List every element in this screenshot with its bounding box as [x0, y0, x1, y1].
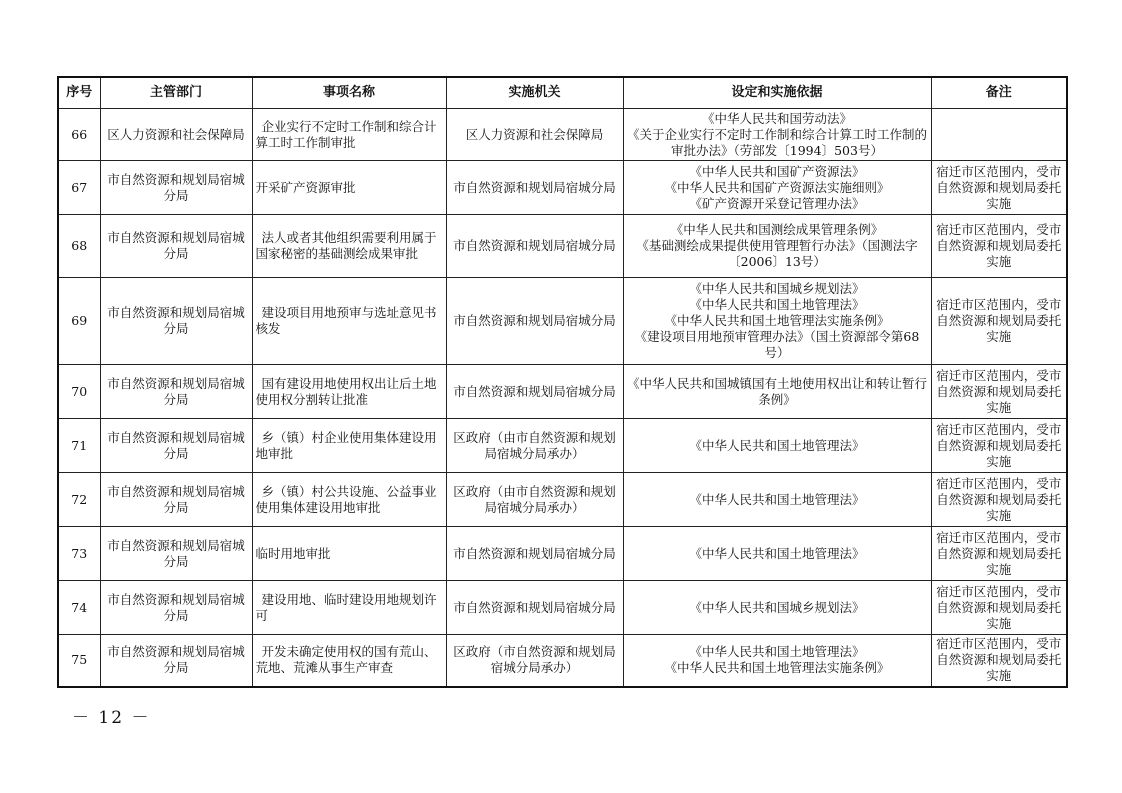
basis-line: 《基础测绘成果提供使用管理暂行办法》（国测法字〔2006〕13号） [636, 238, 918, 269]
cell-remarks: 宿迁市区范围内，受市自然资源和规划局委托实施 [931, 473, 1067, 527]
cell-department: 市自然资源和规划局宿城分局 [100, 527, 252, 581]
cell-serial-number: 70 [58, 365, 100, 419]
cell-implementing-agency: 市自然资源和规划局宿城分局 [446, 215, 623, 278]
cell-legal-basis [623, 365, 931, 419]
cell-department: 市自然资源和规划局宿城分局 [100, 365, 252, 419]
table-header-row [58, 77, 1067, 109]
basis-line: 《中华人民共和国矿产资源法》 [689, 163, 865, 179]
cell-serial-number: 74 [58, 581, 100, 635]
cell-remarks: 宿迁市区范围内，受市自然资源和规划局委托实施 [931, 278, 1067, 365]
cell-serial-number: 66 [58, 109, 100, 161]
basis-line: 《中华人民共和国城乡规划法》 [689, 281, 865, 296]
basis-line: 《中华人民共和国土地管理法》 [689, 437, 865, 453]
cell-implementing-agency: 市自然资源和规划局宿城分局 [446, 161, 623, 215]
cell-legal-basis [623, 419, 931, 473]
cell-department: 市自然资源和规划局宿城分局 [100, 581, 252, 635]
cell-department: 市自然资源和规划局宿城分局 [100, 473, 252, 527]
basis-line: 《关于企业实行不定时工作制和综合计算工时工作制的审批办法》（劳部发〔1994〕503号） [626, 126, 927, 158]
items-table [57, 76, 1068, 688]
header-department: 主管部门 [100, 77, 252, 109]
header-legal-basis: 设定和实施依据 [623, 77, 931, 109]
cell-department: 市自然资源和规划局宿城分局 [100, 278, 252, 365]
cell-item-name: 临时用地审批 [252, 527, 446, 581]
basis-line: 《矿产资源开采登记管理办法》 [689, 195, 865, 211]
table-row [58, 419, 1067, 473]
cell-remarks [931, 109, 1067, 161]
cell-remarks: 宿迁市区范围内，受市自然资源和规划局委托实施 [931, 581, 1067, 635]
cell-department: 市自然资源和规划局宿城分局 [100, 215, 252, 278]
cell-item-name: 建设用地、临时建设用地规划许可 [252, 581, 446, 635]
cell-serial-number: 69 [58, 278, 100, 365]
cell-legal-basis [623, 527, 931, 581]
table-row [58, 278, 1067, 365]
cell-item-name: 企业实行不定时工作制和综合计算工时工作制审批 [252, 109, 446, 161]
cell-legal-basis [623, 161, 931, 215]
basis-line: 《中华人民共和国测绘成果管理条例》 [670, 222, 884, 237]
cell-item-name: 开发未确定使用权的国有荒山、荒地、荒滩从事生产审查 [252, 635, 446, 687]
cell-remarks: 宿迁市区范围内，受市自然资源和规划局委托实施 [931, 215, 1067, 278]
basis-line: 《中华人民共和国土地管理法》 [689, 545, 865, 561]
cell-legal-basis [623, 109, 931, 161]
basis-line: 《中华人民共和国土地管理法实施条例》 [664, 660, 890, 676]
table-row [58, 581, 1067, 635]
cell-department: 区人力资源和社会保障局 [100, 109, 252, 161]
header-remarks: 备注 [931, 77, 1067, 109]
header-item-name: 事项名称 [252, 77, 446, 109]
basis-line: 《中华人民共和国劳动法》 [701, 110, 852, 126]
cell-implementing-agency: 区政府（由市自然资源和规划局宿城分局承办） [446, 419, 623, 473]
cell-remarks: 宿迁市区范围内，受市自然资源和规划局委托实施 [931, 635, 1067, 687]
cell-legal-basis [623, 635, 931, 687]
cell-item-name: 开采矿产资源审批 [252, 161, 446, 215]
cell-department: 市自然资源和规划局宿城分局 [100, 161, 252, 215]
basis-line: 《中华人民共和国土地管理法实施条例》 [664, 313, 890, 328]
table-row [58, 109, 1067, 161]
cell-serial-number: 72 [58, 473, 100, 527]
basis-line: 《中华人民共和国城镇国有土地使用权出让和转让暂行条例》 [626, 375, 927, 407]
cell-remarks: 宿迁市区范围内，受市自然资源和规划局委托实施 [931, 161, 1067, 215]
cell-implementing-agency: 市自然资源和规划局宿城分局 [446, 581, 623, 635]
basis-line: 《中华人民共和国土地管理法》 [689, 491, 865, 507]
cell-legal-basis [623, 581, 931, 635]
cell-implementing-agency: 区政府（由市自然资源和规划局宿城分局承办） [446, 473, 623, 527]
cell-legal-basis [623, 215, 931, 278]
cell-legal-basis [623, 278, 931, 365]
cell-serial-number: 73 [58, 527, 100, 581]
cell-remarks: 宿迁市区范围内，受市自然资源和规划局委托实施 [931, 527, 1067, 581]
cell-department: 市自然资源和规划局宿城分局 [100, 419, 252, 473]
cell-implementing-agency: 区政府（市自然资源和规划局宿城分局承办） [446, 635, 623, 687]
cell-item-name: 乡（镇）村企业使用集体建设用地审批 [252, 419, 446, 473]
cell-item-name: 法人或者其他组织需要利用属于国家秘密的基础测绘成果审批 [252, 215, 446, 278]
cell-serial-number: 75 [58, 635, 100, 687]
basis-line: 《中华人民共和国土地管理法》 [689, 297, 865, 312]
cell-item-name: 乡（镇）村公共设施、公益事业使用集体建设用地审批 [252, 473, 446, 527]
cell-serial-number: 67 [58, 161, 100, 215]
basis-line: 《中华人民共和国土地管理法》 [689, 644, 865, 660]
table-row [58, 635, 1067, 687]
cell-item-name: 国有建设用地使用权出让后土地使用权分割转让批准 [252, 365, 446, 419]
table-row [58, 527, 1067, 581]
table-row [58, 215, 1067, 278]
table-body [58, 109, 1067, 687]
cell-implementing-agency: 市自然资源和规划局宿城分局 [446, 278, 623, 365]
cell-item-name: 建设项目用地预审与选址意见书核发 [252, 278, 446, 365]
basis-line: 《建设项目用地预审管理办法》（国土资源部令第68号） [634, 329, 920, 360]
cell-legal-basis [623, 473, 931, 527]
cell-implementing-agency: 区人力资源和社会保障局 [446, 109, 623, 161]
header-implementing-agency: 实施机关 [446, 77, 623, 109]
cell-serial-number: 68 [58, 215, 100, 278]
table-row [58, 365, 1067, 419]
cell-implementing-agency: 市自然资源和规划局宿城分局 [446, 527, 623, 581]
cell-implementing-agency: 市自然资源和规划局宿城分局 [446, 365, 623, 419]
page-number: － 12 － [72, 708, 151, 728]
cell-remarks: 宿迁市区范围内，受市自然资源和规划局委托实施 [931, 419, 1067, 473]
table-row [58, 473, 1067, 527]
table-row [58, 161, 1067, 215]
cell-department: 市自然资源和规划局宿城分局 [100, 635, 252, 687]
cell-serial-number: 71 [58, 419, 100, 473]
basis-line: 《中华人民共和国城乡规划法》 [689, 599, 865, 615]
cell-remarks: 宿迁市区范围内，受市自然资源和规划局委托实施 [931, 365, 1067, 419]
header-serial-number: 序号 [58, 77, 100, 109]
basis-line: 《中华人民共和国矿产资源法实施细则》 [664, 179, 890, 195]
